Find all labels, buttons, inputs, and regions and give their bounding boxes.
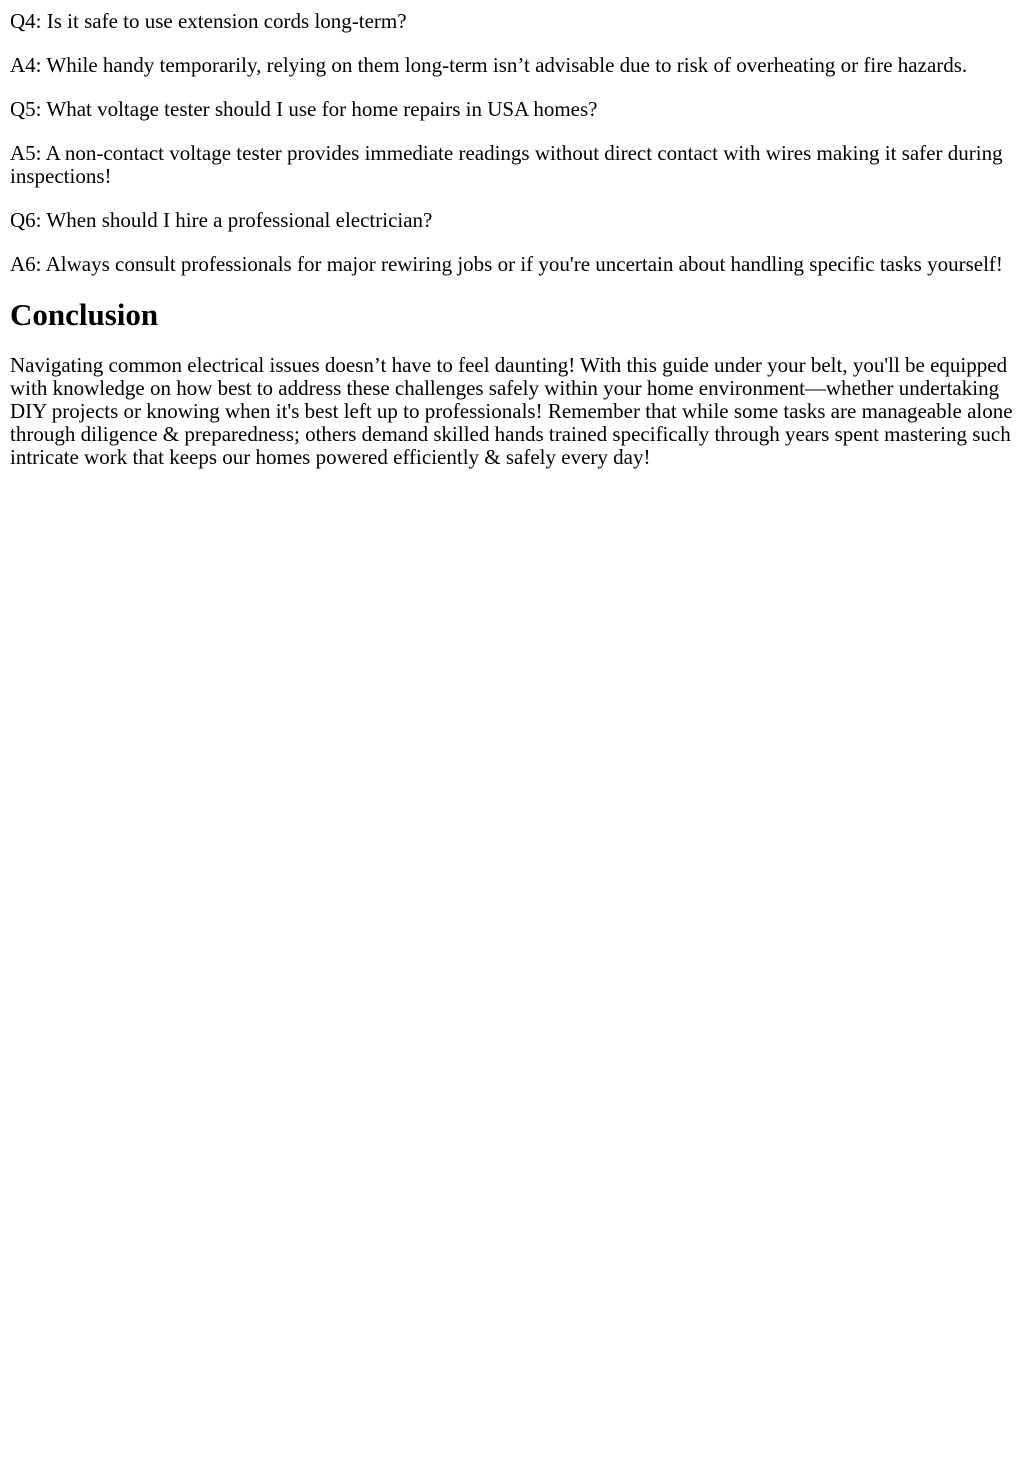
faq-answer-5: A5: A non-contact voltage tester provides immediate readings without direct contact with wires making it safer during inspections! <box>10 141 1003 188</box>
faq-question-5: Q5: What voltage tester should I use for home repairs in USA homes? <box>10 97 598 121</box>
article-content <box>0 10 1024 469</box>
faq-question-4: Q4: Is it safe to use extension cords long-term? <box>10 9 407 33</box>
conclusion-heading: Conclusion <box>10 297 159 332</box>
faq-answer-4: A4: While handy temporarily, relying on them long-term isn’t advisable due to risk of overheating or fire hazards. <box>10 53 968 77</box>
faq-question-6: Q6: When should I hire a professional electrician? <box>10 208 433 232</box>
conclusion-paragraph: Navigating common electrical issues doesn’t have to feel daunting! With this guide under your belt, you'll be equipped with knowledge on how best to address these challenges safely within your home environment—whether undertaking DIY projects or knowing when it's best left up to professionals! Remember that while some tasks are manageable alone through diligence & preparedness; others demand skilled hands trained specifically through years spent mastering such intricate work that keeps our homes powered efficiently & safely every day! <box>10 353 1013 469</box>
faq-answer-6: A6: Always consult professionals for major rewiring jobs or if you're uncertain about handling specific tasks yourself! <box>10 252 1003 276</box>
